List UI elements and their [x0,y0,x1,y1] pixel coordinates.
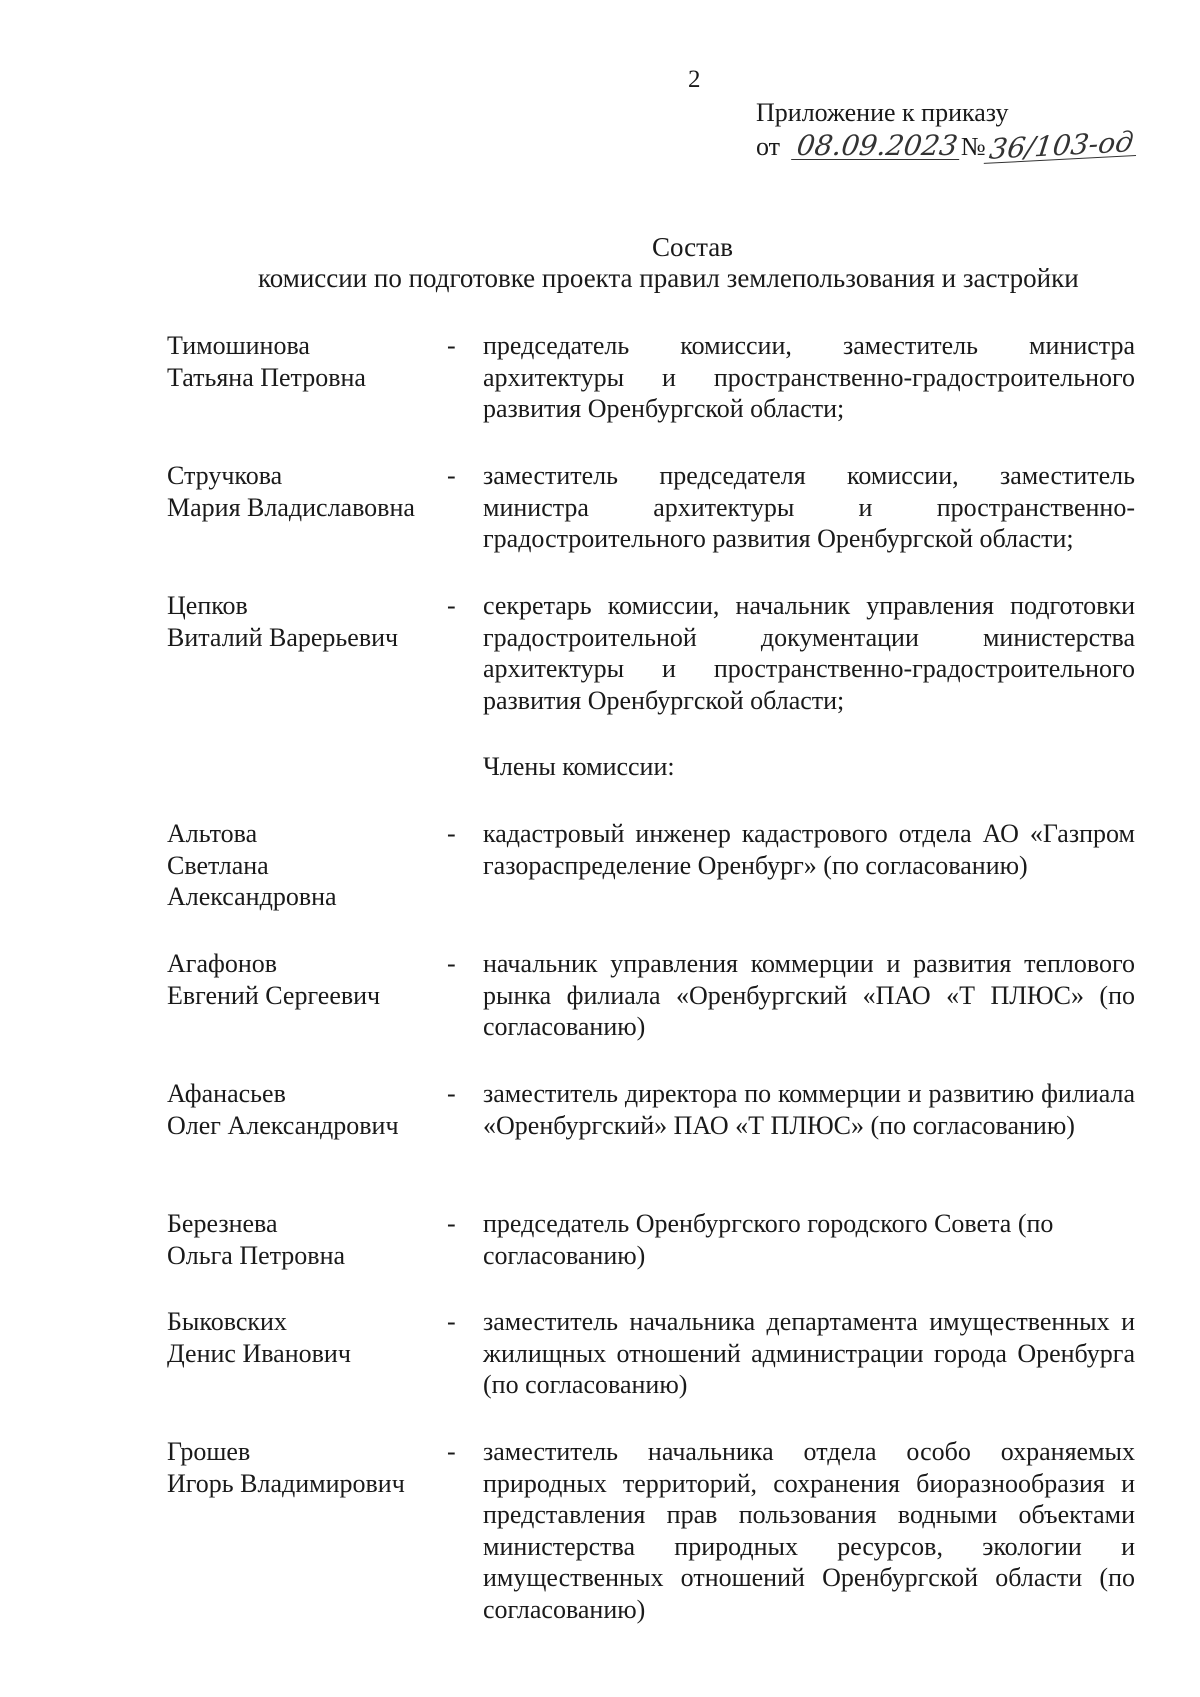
member-given-names: Ольга Петровна [167,1240,346,1270]
member-given-names: Игорь Владимирович [167,1468,405,1498]
member-given-names: Виталий Варерьевич [167,622,399,652]
member-surname: Цепков [167,591,248,620]
member-role: председатель комиссии, заместитель министра архитектуры и пространственно-градостроительного развития Оренбургской области; [483,331,1135,423]
member-role: заместитель начальника отдела особо охраняемых природных территорий, сохранения биоразнообразия и представления прав пользования водными объектами министерства природных ресурсов, экологии и имущественных отношений Оренбургской области (по согласованию) [483,1437,1135,1624]
dash-separator: - [447,1209,456,1238]
dash-separator: - [447,1079,456,1108]
dash-separator: - [447,331,456,360]
member-role: секретарь комиссии, начальник управления подготовки градостроительной документации министерства архитектуры и пространственно-градостроительного развития Оренбургской области; [483,591,1135,715]
dash-separator: - [447,819,456,848]
member-name [167,1078,447,1141]
member-given-names: Олег Александрович [167,1110,399,1140]
handwritten-date: 08.09.2023 [791,133,963,160]
document-title: Состав [651,232,734,262]
handwritten-order-number: 36/103-од [983,129,1138,164]
member-name [167,1306,447,1369]
member-role: заместитель начальника департамента имущественных и жилищных отношений администрации города Оренбурга (по согласованию) [483,1307,1135,1399]
dash-separator: - [447,591,456,620]
member-role: начальник управления коммерции и развития теплового рынка филиала «Оренбургский «ПАО «Т ПЛЮС» (по согласованию) [483,949,1135,1041]
member-role: председатель Оренбургского городского Совета (по согласованию) [483,1209,1054,1270]
member-given-names: Светлана [167,850,269,880]
member-surname: Березнева [167,1209,278,1238]
member-name [167,1208,447,1271]
appendix-title: Приложение к приказу [756,98,1009,127]
member-name [167,1436,447,1499]
dash-separator: - [447,1437,456,1466]
member-name [167,460,447,523]
dash-separator: - [447,1307,456,1336]
member-surname: Агафонов [167,949,278,978]
appendix-order-line [756,125,1136,166]
dash-separator: - [447,461,456,490]
member-given-names: Татьяна Петровна [167,362,366,392]
member-given-names: Евгений Сергеевич [167,980,381,1010]
member-surname: Стручкова [167,461,283,490]
member-patronymic: Александровна [167,882,337,911]
member-given-names: Мария Владиславовна [167,492,415,522]
member-role: заместитель директора по коммерции и развитию филиала «Оренбургский» ПАО «Т ПЛЮС» (по согласованию) [483,1079,1135,1140]
member-name [167,948,447,1011]
appendix-header [756,96,1136,164]
document-subtitle: комиссии по подготовке проекта правил землепользования и застройки [258,263,1079,293]
member-given-names: Денис Иванович [167,1338,351,1368]
member-surname: Альтова [167,819,258,848]
member-name [167,330,447,393]
appendix-prefix: от [756,132,781,161]
number-sign: № [960,132,986,161]
member-surname: Афанасьев [167,1079,286,1108]
member-role: кадастровый инженер кадастрового отдела АО «Газпром газораспределение Оренбург» (по согласованию) [483,819,1135,880]
member-name [167,818,447,913]
dash-separator: - [447,949,456,978]
member-surname: Грошев [167,1437,251,1466]
member-role: заместитель председателя комиссии, заместитель министра архитектуры и пространственно-градостроительного развития Оренбургской области; [483,461,1135,553]
member-surname: Быковских [167,1307,287,1336]
member-name [167,590,447,653]
member-surname: Тимошинова [167,331,310,360]
members-heading: Члены комиссии: [483,752,675,781]
page-number: 2 [688,66,701,93]
